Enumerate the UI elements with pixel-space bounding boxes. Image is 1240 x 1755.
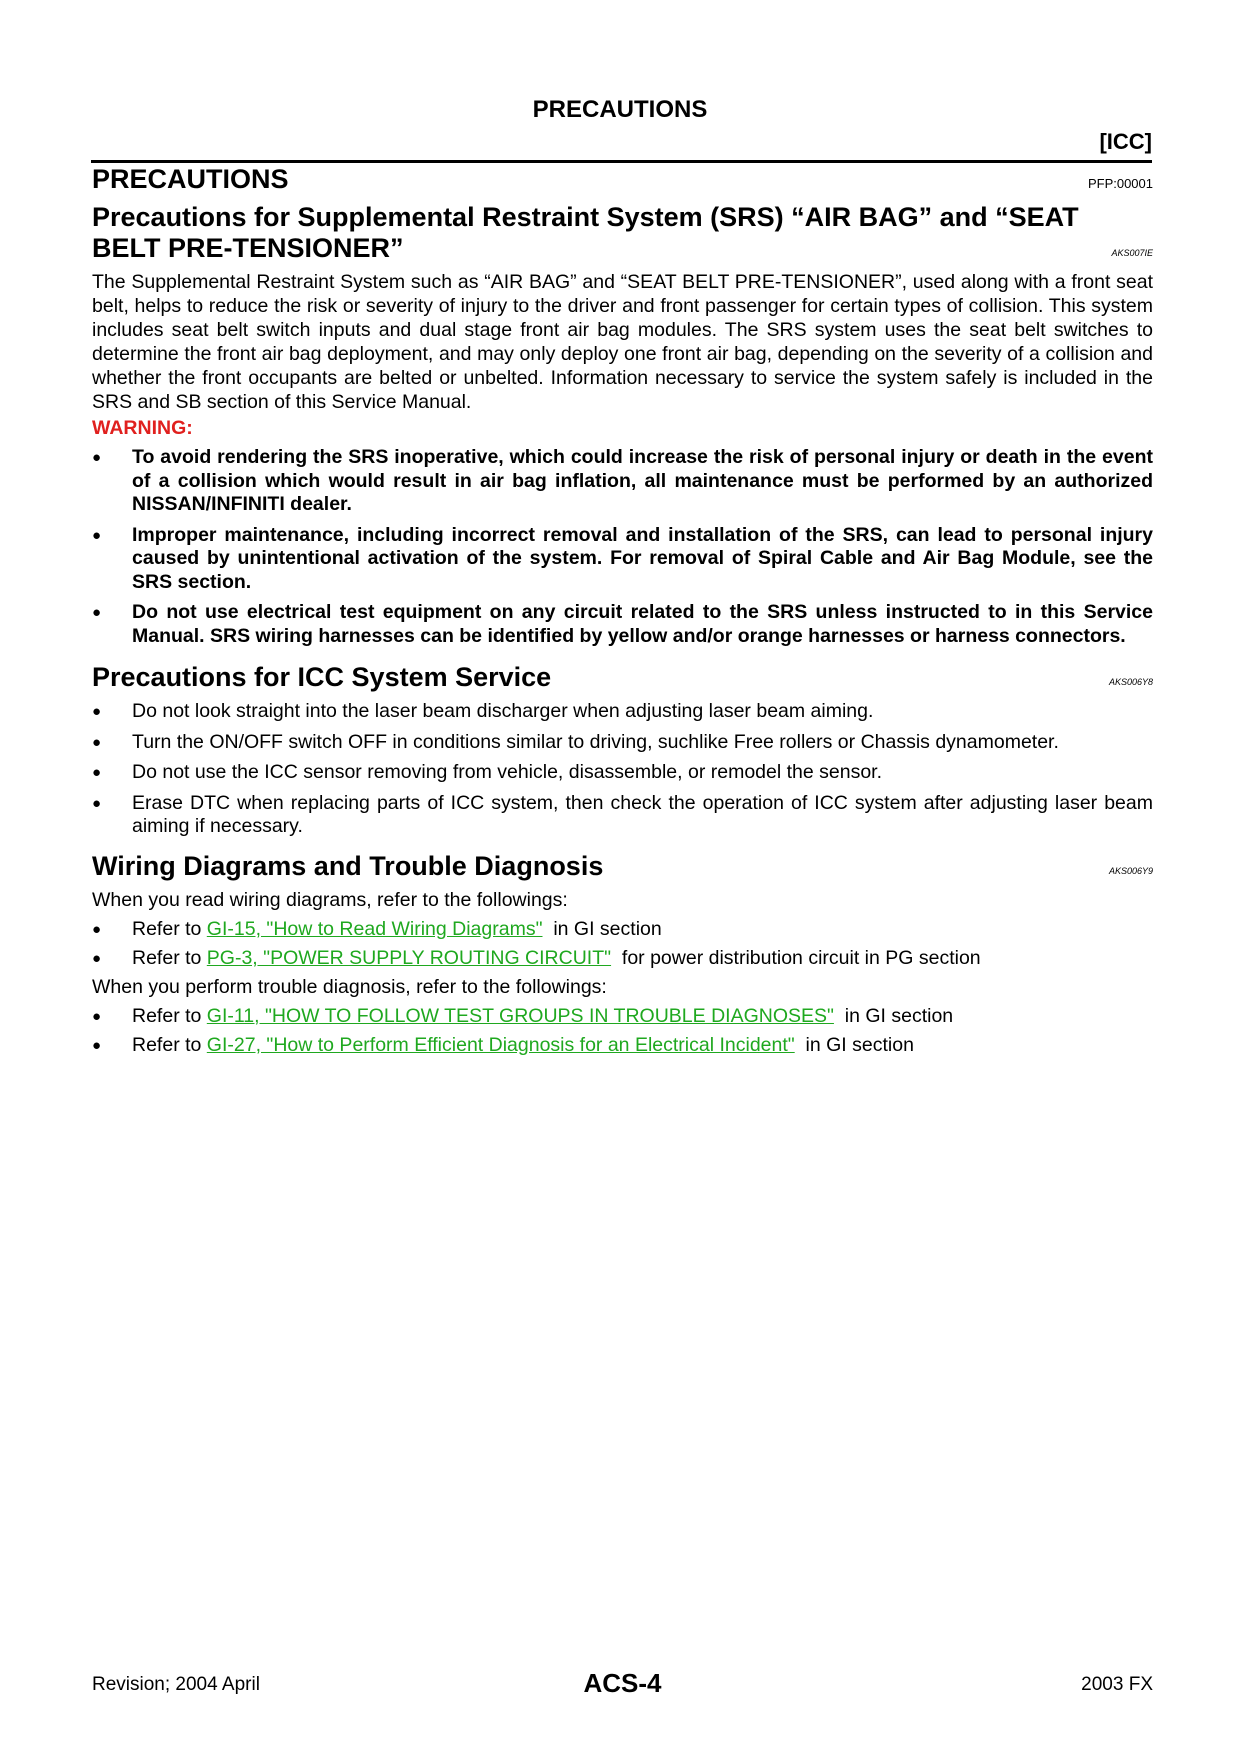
diag-list bbox=[92, 1005, 1153, 1058]
list-item bbox=[92, 601, 1153, 648]
icc-heading-block bbox=[92, 662, 1153, 693]
bullet-icon: ● bbox=[92, 950, 102, 967]
bullet-icon: ● bbox=[92, 1007, 102, 1025]
srs-paragraph: The Supplemental Restraint System such as “AIR BAG” and “SEAT BELT PRE-TENSIONER”, used along with a front seat belt, helps to reduce the risk or severity of injury to the driver and front passenger for certain types of collision. This system includes seat belt switch inputs and dual stage front air bag modules. The SRS system uses the seat belt switches to determine the front air bag deployment, and may only deploy one front air bag, depending on the severity of a collision and whether the front occupants are belted or unbelted. Information necessary to service the system safely is included in the SRS and SB section of this Service Manual. bbox=[92, 271, 1153, 413]
icc-item-text: Turn the ON/OFF switch OFF in conditions similar to driving, suchlike Free rollers or Chassis dynamometer. bbox=[132, 730, 1059, 753]
main-heading-row bbox=[92, 164, 1153, 202]
warning-label: WARNING: bbox=[92, 417, 193, 439]
refer-text: Refer to bbox=[132, 947, 207, 969]
header-rule bbox=[91, 160, 1152, 163]
bullet-icon: ● bbox=[92, 794, 102, 812]
gi-15-link[interactable]: GI-15, "How to Read Wiring Diagrams" bbox=[206, 917, 543, 940]
running-title: PRECAUTIONS bbox=[532, 96, 708, 123]
srs-ref-code: AKS007IE bbox=[1111, 248, 1153, 258]
bullet-icon: ● bbox=[92, 703, 102, 720]
warning-list bbox=[92, 446, 1153, 648]
list-item bbox=[92, 446, 1153, 517]
icc-item-text: Erase DTC when replacing parts of ICC system, then check the operation of ICC system after adjusting laser beam aiming if necessary. bbox=[132, 791, 1153, 837]
icc-heading: Precautions for ICC System Service bbox=[92, 662, 552, 692]
bullet-icon: ● bbox=[92, 526, 102, 544]
wiring-heading-block bbox=[92, 851, 1153, 882]
refer-suffix: for power distribution circuit in PG section bbox=[611, 947, 981, 969]
read-list bbox=[92, 918, 1153, 971]
refer-text: Refer to bbox=[132, 917, 207, 940]
gi-27-link[interactable]: GI-27, "How to Perform Efficient Diagnosis for an Electrical Incident" bbox=[206, 1034, 795, 1056]
list-item bbox=[92, 761, 1153, 785]
list-item bbox=[92, 918, 1153, 942]
page-number: ACS-4 bbox=[583, 1668, 662, 1698]
list-item bbox=[92, 1034, 1153, 1058]
bullet-icon: ● bbox=[92, 449, 102, 466]
wiring-intro-read: When you read wiring diagrams, refer to the followings: bbox=[92, 888, 568, 911]
icc-item-text: Do not use the ICC sensor removing from vehicle, disassemble, or remodel the sensor. bbox=[132, 761, 883, 783]
list-item bbox=[92, 524, 1153, 595]
footer-revision: Revision; 2004 April bbox=[92, 1674, 260, 1695]
wiring-heading: Wiring Diagrams and Trouble Diagnosis bbox=[92, 850, 604, 881]
main-heading: PRECAUTIONS bbox=[92, 164, 289, 194]
refer-text: Refer to bbox=[132, 1034, 207, 1056]
pfp-code: PFP:00001 bbox=[1087, 176, 1153, 191]
bullet-icon: ● bbox=[92, 764, 102, 781]
icc-ref-code: AKS006Y8 bbox=[1108, 677, 1153, 687]
srs-heading-line1: Precautions for Supplemental Restraint System (SRS) “AIR BAG” and “SEAT bbox=[92, 202, 1079, 232]
gi-11-link[interactable]: GI-11, "HOW TO FOLLOW TEST GROUPS IN TROUBLE DIAGNOSES" bbox=[206, 1004, 834, 1027]
list-item bbox=[92, 731, 1153, 755]
wiring-intro-diag: When you perform trouble diagnosis, refer to the followings: bbox=[92, 975, 607, 998]
warning-text: To avoid rendering the SRS inoperative, which could increase the risk of personal injury or death in the event of a collision which would result in air bag inflation, all maintenance must be performed by an authorized NISSAN/INFINITI dealer. bbox=[132, 446, 1153, 515]
page-footer bbox=[92, 1668, 1153, 1698]
list-item bbox=[92, 700, 1153, 724]
wiring-ref-code: AKS006Y9 bbox=[1108, 865, 1153, 876]
page-content bbox=[92, 164, 1153, 1058]
icc-list bbox=[92, 700, 1153, 839]
srs-heading-block bbox=[92, 202, 1153, 264]
list-item bbox=[92, 1005, 1153, 1029]
refer-suffix: in GI section bbox=[542, 917, 662, 940]
icc-item-text: Do not look straight into the laser beam discharger when adjusting laser beam aiming. bbox=[132, 700, 874, 722]
bullet-icon: ● bbox=[92, 733, 102, 751]
bullet-icon: ● bbox=[92, 920, 102, 938]
pg-3-link[interactable]: PG-3, "POWER SUPPLY ROUTING CIRCUIT" bbox=[206, 947, 612, 969]
refer-text: Refer to bbox=[132, 1004, 207, 1027]
refer-suffix: in GI section bbox=[794, 1034, 914, 1056]
list-item bbox=[92, 947, 1153, 971]
warning-text: Improper maintenance, including incorrect removal and installation of the SRS, can lead to personal injury caused by unintentional activation of the system. For removal of Spiral Cable and Air Bag Module, see the SRS section. bbox=[132, 523, 1153, 593]
list-item bbox=[92, 792, 1153, 839]
refer-suffix: in GI section bbox=[833, 1004, 954, 1027]
section-code: [ICC] bbox=[1099, 129, 1152, 154]
warning-text: Do not use electrical test equipment on any circuit related to the SRS unless instructed to in this Service Manual. SRS wiring harnesses can be identified by yellow and/or orange harnesses or harness connectors. bbox=[132, 601, 1153, 647]
bullet-icon: ● bbox=[92, 604, 102, 621]
footer-model: 2003 FX bbox=[1081, 1674, 1153, 1695]
srs-heading-line2: BELT PRE-TENSIONER” bbox=[92, 233, 404, 263]
bullet-icon: ● bbox=[92, 1037, 102, 1054]
